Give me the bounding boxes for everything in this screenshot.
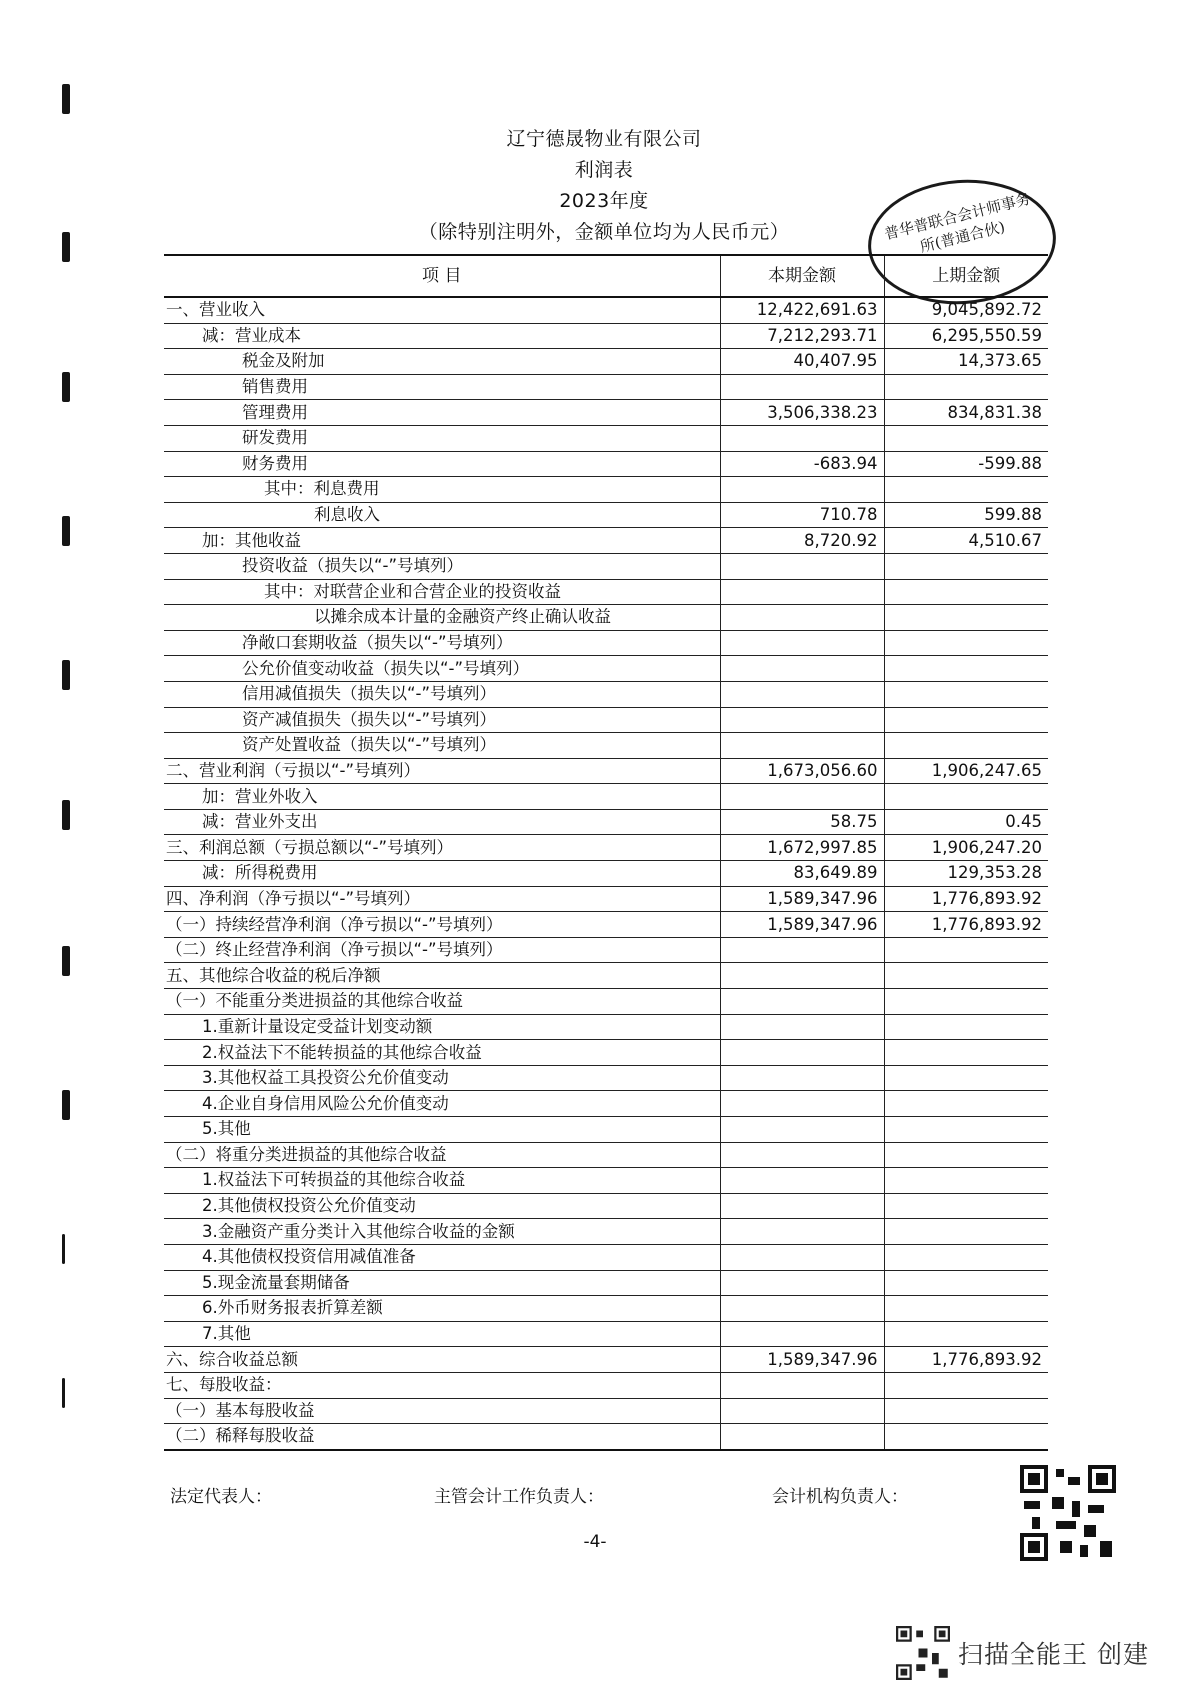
row-prior-amount: 4,510.67 <box>884 528 1048 554</box>
row-prior-amount: 1,906,247.65 <box>884 758 1048 784</box>
binder-mark-icon <box>62 1378 76 1408</box>
table-row <box>164 630 1048 656</box>
table-row <box>164 758 1048 784</box>
row-prior-amount <box>884 1091 1048 1117</box>
table-row <box>164 963 1048 989</box>
row-item-label: 销售费用 <box>164 374 720 400</box>
row-prior-amount: 1,776,893.92 <box>884 912 1048 938</box>
row-current-amount: 40,407.95 <box>720 349 884 375</box>
binder-mark-icon <box>62 84 76 114</box>
row-current-amount: 58.75 <box>720 809 884 835</box>
row-current-amount <box>720 1424 884 1450</box>
row-item-label: 净敞口套期收益（损失以“-”号填列） <box>164 630 720 656</box>
table-row <box>164 784 1048 810</box>
table-row <box>164 1040 1048 1066</box>
table-row <box>164 400 1048 426</box>
row-prior-amount <box>884 1117 1048 1143</box>
row-current-amount <box>720 1193 884 1219</box>
row-item-label: （一）持续经营净利润（净亏损以“-”号填列） <box>164 912 720 938</box>
row-item-label: 研发费用 <box>164 425 720 451</box>
table-row <box>164 477 1048 503</box>
table-row <box>164 886 1048 912</box>
table-row <box>164 605 1048 631</box>
row-current-amount <box>720 1168 884 1194</box>
row-prior-amount: 129,353.28 <box>884 861 1048 887</box>
row-item-label: 加：营业外收入 <box>164 784 720 810</box>
table-row <box>164 323 1048 349</box>
row-item-label: 6.外币财务报表折算差额 <box>164 1296 720 1322</box>
binder-mark-icon <box>62 232 76 262</box>
row-prior-amount <box>884 989 1048 1015</box>
row-item-label: 资产处置收益（损失以“-”号填列） <box>164 733 720 759</box>
row-item-label: 财务费用 <box>164 451 720 477</box>
table-row <box>164 1270 1048 1296</box>
row-item-label: （二）稀释每股收益 <box>164 1424 720 1450</box>
row-prior-amount <box>884 784 1048 810</box>
row-prior-amount <box>884 1296 1048 1322</box>
row-current-amount: 3,506,338.23 <box>720 400 884 426</box>
row-current-amount <box>720 707 884 733</box>
table-row <box>164 1142 1048 1168</box>
row-prior-amount <box>884 733 1048 759</box>
row-prior-amount <box>884 374 1048 400</box>
binder-mark-icon <box>62 660 76 690</box>
row-prior-amount <box>884 1040 1048 1066</box>
row-current-amount <box>720 425 884 451</box>
table-row <box>164 349 1048 375</box>
row-current-amount <box>720 656 884 682</box>
row-item-label: 利息收入 <box>164 502 720 528</box>
auditor-seal-text: 普华普联合会计师事务所(普通合伙) <box>882 189 1033 257</box>
row-item-label: 六、综合收益总额 <box>164 1347 720 1373</box>
table-row <box>164 656 1048 682</box>
table-row <box>164 912 1048 938</box>
row-current-amount <box>720 1040 884 1066</box>
row-current-amount <box>720 477 884 503</box>
row-current-amount <box>720 1014 884 1040</box>
table-row <box>164 1219 1048 1245</box>
row-current-amount: -683.94 <box>720 451 884 477</box>
row-item-label: 四、净利润（净亏损以“-”号填列） <box>164 886 720 912</box>
row-prior-amount <box>884 1321 1048 1347</box>
row-current-amount: 8,720.92 <box>720 528 884 554</box>
table-row <box>164 681 1048 707</box>
row-current-amount <box>720 553 884 579</box>
table-row <box>164 1244 1048 1270</box>
accounting-head-label: 主管会计工作负责人： <box>434 1487 604 1507</box>
row-item-label: 7.其他 <box>164 1321 720 1347</box>
row-current-amount <box>720 1296 884 1322</box>
table-row <box>164 937 1048 963</box>
row-item-label: （二）终止经营净利润（净亏损以“-”号填列） <box>164 937 720 963</box>
table-header-row <box>164 255 1048 297</box>
row-current-amount: 12,422,691.63 <box>720 297 884 323</box>
row-current-amount <box>720 1091 884 1117</box>
row-current-amount <box>720 1219 884 1245</box>
row-item-label: 五、其他综合收益的税后净额 <box>164 963 720 989</box>
statement-period: 2023年度 <box>559 190 649 212</box>
column-header-current: 本期金额 <box>720 255 884 297</box>
table-row <box>164 1014 1048 1040</box>
accounting-dept-head-label: 会计机构负责人： <box>772 1487 908 1507</box>
row-prior-amount <box>884 425 1048 451</box>
row-prior-amount: 1,776,893.92 <box>884 1347 1048 1373</box>
row-current-amount <box>720 374 884 400</box>
column-header-prior: 上期金额 <box>884 255 1048 297</box>
legal-representative-label: 法定代表人： <box>170 1487 272 1507</box>
row-prior-amount <box>884 963 1048 989</box>
row-current-amount: 1,589,347.96 <box>720 912 884 938</box>
row-prior-amount <box>884 1168 1048 1194</box>
row-item-label: 3.其他权益工具投资公允价值变动 <box>164 1065 720 1091</box>
table-row <box>164 835 1048 861</box>
row-current-amount: 7,212,293.71 <box>720 323 884 349</box>
table-row <box>164 579 1048 605</box>
table-row <box>164 1168 1048 1194</box>
row-current-amount <box>720 1244 884 1270</box>
row-item-label: 二、营业利润（亏损以“-”号填列） <box>164 758 720 784</box>
scanner-watermark <box>896 1626 1149 1680</box>
row-prior-amount <box>884 1372 1048 1398</box>
row-prior-amount <box>884 477 1048 503</box>
table-row <box>164 425 1048 451</box>
row-item-label: （一）基本每股收益 <box>164 1398 720 1424</box>
row-prior-amount <box>884 681 1048 707</box>
binder-mark-icon <box>62 1090 76 1120</box>
row-current-amount: 1,589,347.96 <box>720 1347 884 1373</box>
row-prior-amount: 0.45 <box>884 809 1048 835</box>
row-prior-amount: 1,906,247.20 <box>884 835 1048 861</box>
row-prior-amount: 6,295,550.59 <box>884 323 1048 349</box>
income-statement-table <box>164 254 1048 1451</box>
row-prior-amount <box>884 1065 1048 1091</box>
row-item-label: 2.其他债权投资公允价值变动 <box>164 1193 720 1219</box>
row-current-amount <box>720 630 884 656</box>
column-header-item: 项 目 <box>164 255 720 297</box>
row-item-label: 投资收益（损失以“-”号填列） <box>164 553 720 579</box>
row-prior-amount <box>884 1244 1048 1270</box>
row-current-amount: 1,672,997.85 <box>720 835 884 861</box>
row-item-label: 减：所得税费用 <box>164 861 720 887</box>
row-prior-amount: 14,373.65 <box>884 349 1048 375</box>
row-item-label: 4.企业自身信用风险公允价值变动 <box>164 1091 720 1117</box>
row-prior-amount <box>884 1193 1048 1219</box>
table-row <box>164 1372 1048 1398</box>
row-current-amount <box>720 579 884 605</box>
row-prior-amount <box>884 1270 1048 1296</box>
company-name: 辽宁德晟物业有限公司 <box>506 128 702 150</box>
statement-title: 利润表 <box>574 159 634 181</box>
table-row <box>164 451 1048 477</box>
row-prior-amount <box>884 553 1048 579</box>
row-current-amount <box>720 1270 884 1296</box>
row-item-label: 信用减值损失（损失以“-”号填列） <box>164 681 720 707</box>
row-prior-amount: 9,045,892.72 <box>884 297 1048 323</box>
row-item-label: 1.重新计量设定受益计划变动额 <box>164 1014 720 1040</box>
table-row <box>164 528 1048 554</box>
row-current-amount <box>720 937 884 963</box>
table-row <box>164 297 1048 323</box>
row-item-label: 公允价值变动收益（损失以“-”号填列） <box>164 656 720 682</box>
row-item-label: 以摊余成本计量的金融资产终止确认收益 <box>164 605 720 631</box>
table-row <box>164 1424 1048 1450</box>
row-prior-amount <box>884 937 1048 963</box>
binder-mark-icon <box>62 516 76 546</box>
row-item-label: 3.金融资产重分类计入其他综合收益的金额 <box>164 1219 720 1245</box>
table-row <box>164 861 1048 887</box>
row-current-amount <box>720 989 884 1015</box>
row-current-amount <box>720 1372 884 1398</box>
table-row <box>164 1321 1048 1347</box>
table-row <box>164 553 1048 579</box>
row-prior-amount: 599.88 <box>884 502 1048 528</box>
row-current-amount <box>720 1398 884 1424</box>
row-item-label: 减：营业外支出 <box>164 809 720 835</box>
row-current-amount <box>720 1142 884 1168</box>
qr-code-icon <box>1020 1465 1116 1561</box>
row-current-amount: 83,649.89 <box>720 861 884 887</box>
row-item-label: （二）将重分类进损益的其他综合收益 <box>164 1142 720 1168</box>
row-current-amount <box>720 1321 884 1347</box>
binder-mark-icon <box>62 372 76 402</box>
table-row <box>164 374 1048 400</box>
row-prior-amount: 834,831.38 <box>884 400 1048 426</box>
row-prior-amount: -599.88 <box>884 451 1048 477</box>
row-current-amount <box>720 681 884 707</box>
table-row <box>164 1347 1048 1373</box>
row-item-label: 减：营业成本 <box>164 323 720 349</box>
table-row <box>164 1117 1048 1143</box>
table-row <box>164 1065 1048 1091</box>
row-prior-amount: 1,776,893.92 <box>884 886 1048 912</box>
row-current-amount <box>720 784 884 810</box>
binder-mark-icon <box>62 800 76 830</box>
page-number: -4- <box>583 1532 607 1552</box>
scanner-brand-text: 扫描全能王 创建 <box>958 1640 1149 1669</box>
binder-mark-icon <box>62 946 76 976</box>
row-prior-amount <box>884 630 1048 656</box>
row-current-amount: 1,673,056.60 <box>720 758 884 784</box>
row-prior-amount <box>884 605 1048 631</box>
binder-mark-icon <box>62 1234 76 1264</box>
table-row <box>164 733 1048 759</box>
table-row <box>164 502 1048 528</box>
table-body <box>164 297 1048 1450</box>
table-row <box>164 1296 1048 1322</box>
row-item-label: 三、利润总额（亏损总额以“-”号填列） <box>164 835 720 861</box>
row-current-amount: 710.78 <box>720 502 884 528</box>
qr-code-icon <box>896 1626 950 1680</box>
row-current-amount <box>720 1065 884 1091</box>
row-prior-amount <box>884 1142 1048 1168</box>
row-item-label: 资产减值损失（损失以“-”号填列） <box>164 707 720 733</box>
table-row <box>164 989 1048 1015</box>
table-row <box>164 1398 1048 1424</box>
row-item-label: 5.其他 <box>164 1117 720 1143</box>
row-item-label: 4.其他债权投资信用减值准备 <box>164 1244 720 1270</box>
row-item-label: 税金及附加 <box>164 349 720 375</box>
table-row <box>164 707 1048 733</box>
table-row <box>164 1193 1048 1219</box>
row-item-label: 其中：对联营企业和合营企业的投资收益 <box>164 579 720 605</box>
row-item-label: 1.权益法下可转损益的其他综合收益 <box>164 1168 720 1194</box>
row-current-amount <box>720 733 884 759</box>
unit-note: （除特别注明外，金额单位均为人民币元） <box>418 221 790 243</box>
table-row <box>164 809 1048 835</box>
row-prior-amount <box>884 1398 1048 1424</box>
row-prior-amount <box>884 579 1048 605</box>
row-current-amount: 1,589,347.96 <box>720 886 884 912</box>
row-item-label: 其中：利息费用 <box>164 477 720 503</box>
row-item-label: 2.权益法下不能转损益的其他综合收益 <box>164 1040 720 1066</box>
row-item-label: （一）不能重分类进损益的其他综合收益 <box>164 989 720 1015</box>
row-prior-amount <box>884 707 1048 733</box>
row-item-label: 加：其他收益 <box>164 528 720 554</box>
table-row <box>164 1091 1048 1117</box>
row-current-amount <box>720 605 884 631</box>
row-item-label: 七、每股收益： <box>164 1372 720 1398</box>
row-prior-amount <box>884 1219 1048 1245</box>
row-prior-amount <box>884 656 1048 682</box>
row-item-label: 一、营业收入 <box>164 297 720 323</box>
row-current-amount <box>720 963 884 989</box>
row-prior-amount <box>884 1424 1048 1450</box>
row-current-amount <box>720 1117 884 1143</box>
row-item-label: 管理费用 <box>164 400 720 426</box>
row-prior-amount <box>884 1014 1048 1040</box>
row-item-label: 5.现金流量套期储备 <box>164 1270 720 1296</box>
